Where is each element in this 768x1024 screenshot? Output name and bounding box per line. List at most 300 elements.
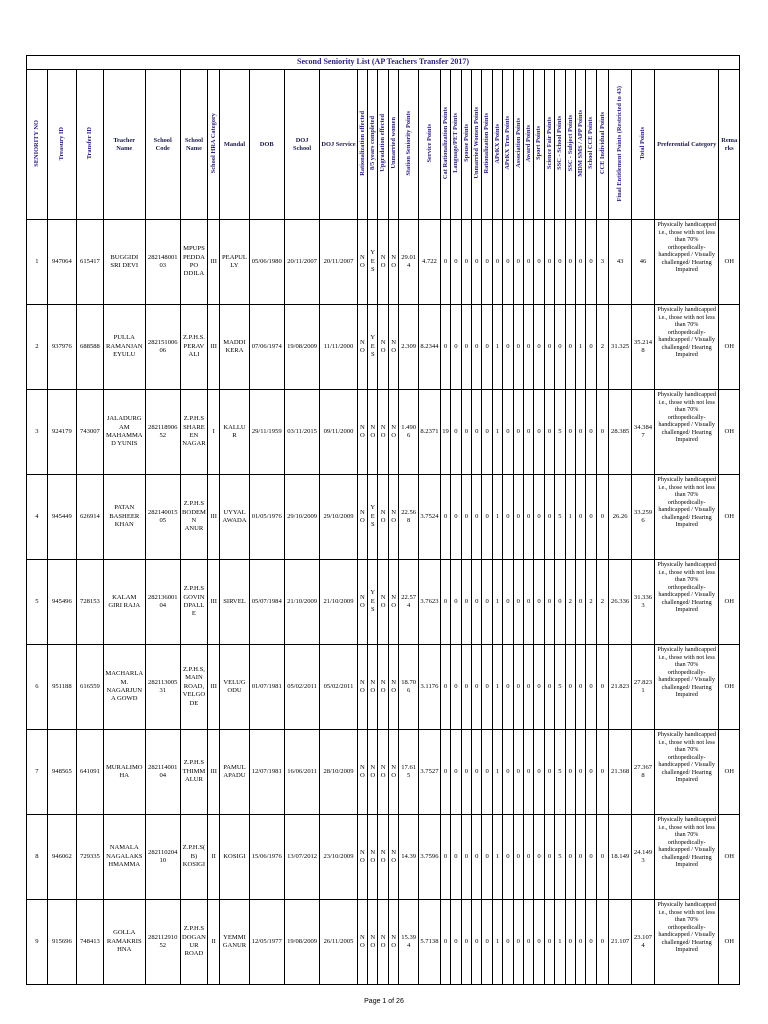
table-cell: 5: [555, 730, 565, 815]
table-cell: 0: [472, 815, 482, 900]
table-cell: 0: [482, 560, 492, 645]
table-cell: 5: [555, 815, 565, 900]
table-cell: 0: [461, 900, 471, 985]
table-cell: 33.2596: [632, 475, 655, 560]
table-cell: 924179: [47, 390, 76, 475]
table-cell: 0: [461, 220, 471, 305]
column-header: [180, 70, 207, 220]
table-cell: 05/06/1980: [249, 220, 284, 305]
preferential-category-cell: Physically handicapped i.e., those with not less than 70% orthopedically-handicapped / Visually challenged/ Hearing Impaired: [654, 305, 718, 390]
table-cell: 28214800103: [145, 220, 180, 305]
table-cell: NO: [388, 900, 398, 985]
column-header: [320, 70, 357, 220]
preferential-category-cell: Physically handicapped i.e., those with not less than 70% orthopedically-handicapped / Visually challenged/ Hearing Impaired: [654, 900, 718, 985]
column-header-label: Unmarried Women Points: [473, 107, 481, 180]
column-header: [544, 70, 554, 220]
table-cell: GOLLA RAMAKRISHNA: [103, 900, 145, 985]
table-cell: 13/07/2012: [284, 815, 319, 900]
table-cell: 0: [523, 475, 533, 560]
table-cell: 0: [492, 220, 502, 305]
seniority-sheet: [26, 55, 740, 985]
table-cell: UYYALAWADA: [220, 475, 249, 560]
column-header-label: Transfer ID: [86, 127, 94, 160]
column-header: [719, 70, 740, 220]
column-header: [220, 70, 249, 220]
table-cell: 0: [513, 220, 523, 305]
preferential-category-cell: Physically handicapped i.e., those with not less than 70% orthopedically-handicapped / Visually challenged/ Hearing Impaired: [654, 730, 718, 815]
table-cell: 0: [586, 475, 596, 560]
table-cell: 0: [544, 220, 554, 305]
table-cell: NO: [378, 220, 388, 305]
column-header: [440, 70, 450, 220]
table-cell: 28214001505: [145, 475, 180, 560]
table-cell: 0: [544, 305, 554, 390]
table-cell: 0: [513, 390, 523, 475]
table-cell: 0: [482, 305, 492, 390]
column-header: [472, 70, 482, 220]
table-cell: NO: [378, 645, 388, 730]
column-header-label: Treasury ID: [58, 126, 66, 160]
table-cell: II: [207, 815, 219, 900]
table-cell: 12/07/1981: [249, 730, 284, 815]
table-cell: 0: [596, 730, 608, 815]
table-cell: 616559: [76, 645, 103, 730]
table-cell: 0: [575, 815, 585, 900]
table-row: [27, 305, 740, 390]
table-cell: 0: [565, 305, 575, 390]
column-header: [399, 70, 419, 220]
table-cell: 0: [503, 305, 513, 390]
table-cell: 8: [27, 815, 48, 900]
table-cell: YES: [368, 560, 378, 645]
table-cell: 0: [503, 475, 513, 560]
table-cell: 0: [544, 390, 554, 475]
table-cell: 0: [503, 645, 513, 730]
table-cell: NAMALA NAGALAKSHMAMMA: [103, 815, 145, 900]
table-cell: 946062: [47, 815, 76, 900]
table-cell: 0: [482, 645, 492, 730]
table-cell: 7: [27, 730, 48, 815]
column-header: [575, 70, 585, 220]
column-header-label: DOJ Service: [321, 140, 356, 148]
column-header-label: Upgradation effected: [379, 114, 387, 173]
table-cell: 0: [482, 220, 492, 305]
table-cell: 0: [513, 645, 523, 730]
column-header-label: 8/5 years completed: [369, 116, 377, 171]
table-cell: 0: [503, 730, 513, 815]
table-cell: 1: [555, 900, 565, 985]
table-cell: NO: [388, 305, 398, 390]
table-cell: II: [207, 900, 219, 985]
table-cell: III: [207, 645, 219, 730]
table-cell: 945496: [47, 560, 76, 645]
table-cell: 2: [596, 560, 608, 645]
column-header-label: Association Points: [514, 118, 522, 169]
column-header: [378, 70, 388, 220]
table-cell: 0: [472, 220, 482, 305]
table-cell: 0: [534, 475, 544, 560]
column-header: [492, 70, 502, 220]
preferential-category-cell: Physically handicapped i.e., those with not less than 70% orthopedically-handicapped / Visually challenged/ Hearing Impaired: [654, 475, 718, 560]
table-cell: 0: [451, 305, 461, 390]
column-header-label: Preferential Category: [657, 140, 717, 148]
table-cell: 0: [596, 900, 608, 985]
table-cell: NO: [378, 815, 388, 900]
remarks-cell: OH: [719, 305, 740, 390]
table-cell: YEMMIGANUR: [220, 900, 249, 985]
table-cell: 947064: [47, 220, 76, 305]
table-cell: 14.39: [399, 815, 419, 900]
table-cell: Z.P.H.S. PERAVALI: [180, 305, 207, 390]
table-cell: YES: [368, 220, 378, 305]
table-cell: 21.823: [609, 645, 632, 730]
table-cell: 0: [523, 390, 533, 475]
column-header-label: Sport Points: [535, 126, 543, 161]
table-cell: 28211890652: [145, 390, 180, 475]
table-cell: 0: [555, 305, 565, 390]
table-cell: NO: [357, 220, 367, 305]
table-cell: 0: [534, 730, 544, 815]
table-cell: 743007: [76, 390, 103, 475]
table-cell: 3.7527: [419, 730, 441, 815]
table-cell: 0: [451, 730, 461, 815]
table-cell: 2: [27, 305, 48, 390]
table-cell: NO: [357, 390, 367, 475]
table-cell: MACHARLA M. NAGARJUNA GOWD: [103, 645, 145, 730]
remarks-cell: OH: [719, 900, 740, 985]
table-cell: 28211020410: [145, 815, 180, 900]
column-header-label: School HRA Category: [209, 113, 217, 174]
table-cell: 615417: [76, 220, 103, 305]
table-cell: MADDIKERA: [220, 305, 249, 390]
table-cell: 27.3678: [632, 730, 655, 815]
table-cell: PEAPULLY: [220, 220, 249, 305]
column-header-label: Science Fair Points: [545, 117, 553, 170]
table-cell: 0: [472, 730, 482, 815]
table-cell: 0: [575, 390, 585, 475]
column-header-label: CCE Individual Points: [598, 112, 606, 175]
table-cell: 3: [27, 390, 48, 475]
preferential-category-cell: Physically handicapped i.e., those with not less than 70% orthopedically-handicapped / Visually challenged/ Hearing Impaired: [654, 220, 718, 305]
table-cell: 0: [440, 730, 450, 815]
column-header: [565, 70, 575, 220]
table-cell: III: [207, 560, 219, 645]
table-cell: 15.394: [399, 900, 419, 985]
table-cell: 748413: [76, 900, 103, 985]
preferential-category-cell: Physically handicapped i.e., those with not less than 70% orthopedically-handicapped / Visually challenged/ Hearing Impaired: [654, 815, 718, 900]
table-cell: I: [207, 390, 219, 475]
table-cell: NO: [368, 390, 378, 475]
table-cell: 0: [523, 645, 533, 730]
table-cell: 3: [596, 220, 608, 305]
column-header: [47, 70, 76, 220]
page-footer: Page 1 of 26: [364, 998, 404, 1005]
table-cell: 28.385: [609, 390, 632, 475]
table-cell: 0: [482, 390, 492, 475]
table-cell: NO: [357, 560, 367, 645]
table-cell: NO: [357, 730, 367, 815]
column-header: [632, 70, 655, 220]
column-header-label: SSC - Subject Points: [566, 115, 574, 172]
column-header: [103, 70, 145, 220]
remarks-cell: OH: [719, 475, 740, 560]
table-cell: 1: [492, 560, 502, 645]
table-cell: 0: [523, 815, 533, 900]
table-cell: Z.P.H.S BODEMN ANUR: [180, 475, 207, 560]
table-row: [27, 815, 740, 900]
table-row: [27, 730, 740, 815]
table-cell: III: [207, 730, 219, 815]
table-cell: MPUPS PEDDAPO DDILA: [180, 220, 207, 305]
column-header-label: Cat Rationalization Points: [441, 107, 449, 180]
remarks-cell: OH: [719, 220, 740, 305]
table-cell: 0: [596, 815, 608, 900]
table-cell: Z.P.H.S(B) KOSIGI: [180, 815, 207, 900]
preferential-category-cell: Physically handicapped i.e., those with not less than 70% orthopedically-handicapped / Visually challenged/ Hearing Impaired: [654, 645, 718, 730]
table-cell: 0: [544, 560, 554, 645]
table-cell: 0: [482, 900, 492, 985]
table-cell: 0: [461, 645, 471, 730]
table-cell: 641091: [76, 730, 103, 815]
column-header: [145, 70, 180, 220]
table-cell: 19: [440, 390, 450, 475]
table-cell: 0: [565, 815, 575, 900]
table-cell: 01/05/1976: [249, 475, 284, 560]
table-cell: NO: [388, 475, 398, 560]
table-cell: 0: [565, 900, 575, 985]
column-header-label: Station Seniority Points: [404, 110, 412, 176]
column-header: [513, 70, 523, 220]
table-cell: 0: [513, 475, 523, 560]
table-cell: 19/08/2009: [284, 305, 319, 390]
table-cell: NO: [368, 645, 378, 730]
column-header-label: Mandal: [223, 140, 246, 148]
preferential-category-cell: Physically handicapped i.e., those with not less than 70% orthopedically-handicapped / Visually challenged/ Hearing Impaired: [654, 390, 718, 475]
table-cell: 0: [482, 475, 492, 560]
table-row: [27, 475, 740, 560]
table-cell: 0: [575, 730, 585, 815]
table-cell: NO: [388, 390, 398, 475]
table-cell: Z.P.H.S GOVINDPALLE: [180, 560, 207, 645]
table-cell: 3.7596: [419, 815, 441, 900]
table-cell: 0: [544, 730, 554, 815]
table-cell: KALLUR: [220, 390, 249, 475]
table-cell: 5: [555, 475, 565, 560]
table-cell: 28/10/2009: [320, 730, 357, 815]
table-cell: 0: [440, 815, 450, 900]
table-cell: 11/11/2000: [320, 305, 357, 390]
table-cell: NO: [388, 645, 398, 730]
table-cell: NO: [357, 305, 367, 390]
column-header: [368, 70, 378, 220]
table-cell: 1: [565, 475, 575, 560]
column-header: [654, 70, 718, 220]
table-cell: 2: [586, 560, 596, 645]
table-cell: III: [207, 220, 219, 305]
table-cell: 0: [472, 475, 482, 560]
column-header: [419, 70, 441, 220]
table-cell: NO: [368, 900, 378, 985]
table-cell: 0: [451, 390, 461, 475]
table-cell: 0: [575, 645, 585, 730]
column-header-label: APeKX Trns Points: [504, 116, 512, 171]
column-header-label: SENIORITY NO: [33, 119, 41, 167]
table-cell: 1: [492, 730, 502, 815]
table-cell: 1: [492, 645, 502, 730]
table-cell: 0: [461, 815, 471, 900]
table-row: [27, 645, 740, 730]
table-cell: 0: [555, 220, 565, 305]
column-header: [555, 70, 565, 220]
table-cell: 22.568: [399, 475, 419, 560]
table-cell: 0: [544, 645, 554, 730]
table-cell: NO: [378, 305, 388, 390]
table-cell: 2.309: [399, 305, 419, 390]
table-cell: 34.3847: [632, 390, 655, 475]
column-header: [596, 70, 608, 220]
table-cell: 0: [534, 645, 544, 730]
table-cell: 18.706: [399, 645, 419, 730]
table-cell: 0: [575, 220, 585, 305]
table-cell: SIRVEL: [220, 560, 249, 645]
table-cell: 0: [586, 390, 596, 475]
column-header-label: Teacher Name: [113, 137, 136, 152]
table-cell: 0: [440, 475, 450, 560]
table-cell: 28215100606: [145, 305, 180, 390]
table-cell: 626914: [76, 475, 103, 560]
table-cell: 29.014: [399, 220, 419, 305]
table-cell: 0: [440, 560, 450, 645]
column-header: [27, 70, 48, 220]
table-cell: NO: [378, 900, 388, 985]
table-cell: 18.149: [609, 815, 632, 900]
table-cell: 915696: [47, 900, 76, 985]
column-header-label: Rationalization Points: [483, 113, 491, 174]
table-cell: 728153: [76, 560, 103, 645]
table-cell: 43: [609, 220, 632, 305]
table-cell: 0: [534, 390, 544, 475]
table-cell: 0: [451, 815, 461, 900]
table-cell: 1.4906: [399, 390, 419, 475]
table-cell: 0: [523, 730, 533, 815]
table-cell: KOSIGI: [220, 815, 249, 900]
table-cell: 28211300531: [145, 645, 180, 730]
table-cell: 0: [586, 730, 596, 815]
table-cell: NO: [357, 645, 367, 730]
table-cell: 0: [534, 560, 544, 645]
table-cell: Z.P.H.S SHAREEN NAGAR: [180, 390, 207, 475]
table-cell: 729335: [76, 815, 103, 900]
table-cell: 12/05/1977: [249, 900, 284, 985]
table-cell: PAMULAPADU: [220, 730, 249, 815]
table-cell: 0: [451, 475, 461, 560]
table-cell: 0: [534, 815, 544, 900]
table-cell: 5: [555, 645, 565, 730]
header-row: [27, 70, 740, 220]
table-cell: 0: [440, 645, 450, 730]
table-cell: 01/07/1981: [249, 645, 284, 730]
table-cell: 05/07/1984: [249, 560, 284, 645]
table-cell: 0: [451, 220, 461, 305]
column-header-label: Rationalization effected: [358, 110, 366, 176]
table-cell: 945449: [47, 475, 76, 560]
column-header-label: School CCE Points: [587, 117, 595, 170]
table-cell: 0: [513, 900, 523, 985]
table-cell: 0: [523, 305, 533, 390]
table-cell: KALAM GIRI RAJA: [103, 560, 145, 645]
table-cell: NO: [368, 815, 378, 900]
column-header-label: Spouse Points: [462, 124, 470, 163]
table-cell: NO: [378, 475, 388, 560]
table-cell: 1: [492, 475, 502, 560]
table-cell: PATAN BASHEER KHAN: [103, 475, 145, 560]
column-header-label: Award Points: [524, 124, 532, 162]
table-cell: 07/06/1974: [249, 305, 284, 390]
table-cell: 0: [534, 900, 544, 985]
column-header: [451, 70, 461, 220]
column-header: [461, 70, 471, 220]
table-cell: 0: [523, 900, 533, 985]
table-cell: 0: [586, 645, 596, 730]
table-cell: 21.107: [609, 900, 632, 985]
table-cell: 29/10/2009: [284, 475, 319, 560]
table-cell: BUGGIDI SRI DEVI: [103, 220, 145, 305]
table-cell: Z.P.H.S THIMMALUR: [180, 730, 207, 815]
table-cell: 0: [544, 900, 554, 985]
table-cell: NO: [378, 560, 388, 645]
table-cell: NO: [378, 390, 388, 475]
table-cell: 16/06/2011: [284, 730, 319, 815]
table-cell: 0: [503, 815, 513, 900]
column-header: [609, 70, 632, 220]
table-cell: 0: [575, 475, 585, 560]
table-cell: 0: [482, 730, 492, 815]
table-cell: 1: [575, 305, 585, 390]
column-header: [207, 70, 219, 220]
table-cell: 0: [461, 390, 471, 475]
table-cell: 23.1074: [632, 900, 655, 985]
table-cell: 2: [565, 560, 575, 645]
table-cell: III: [207, 475, 219, 560]
table-cell: 0: [586, 220, 596, 305]
table-cell: 0: [523, 560, 533, 645]
table-cell: NO: [388, 220, 398, 305]
table-cell: 0: [565, 645, 575, 730]
remarks-cell: OH: [719, 730, 740, 815]
table-cell: 0: [523, 220, 533, 305]
table-cell: 29/11/1959: [249, 390, 284, 475]
table-cell: 3.7623: [419, 560, 441, 645]
column-header: [586, 70, 596, 220]
column-header: [503, 70, 513, 220]
table-cell: 0: [513, 815, 523, 900]
table-cell: 8.2344: [419, 305, 441, 390]
table-cell: 0: [461, 305, 471, 390]
table-cell: 0: [472, 560, 482, 645]
table-cell: 0: [440, 900, 450, 985]
table-cell: 948565: [47, 730, 76, 815]
table-cell: 28211400104: [145, 730, 180, 815]
table-cell: 0: [503, 900, 513, 985]
column-header-label: School Name: [184, 137, 203, 152]
table-cell: 0: [472, 305, 482, 390]
table-cell: 05/02/2011: [284, 645, 319, 730]
table-cell: 4.722: [419, 220, 441, 305]
table-cell: 31.325: [609, 305, 632, 390]
table-cell: 35.2148: [632, 305, 655, 390]
table-cell: 6: [27, 645, 48, 730]
table-cell: 26/11/2005: [320, 900, 357, 985]
